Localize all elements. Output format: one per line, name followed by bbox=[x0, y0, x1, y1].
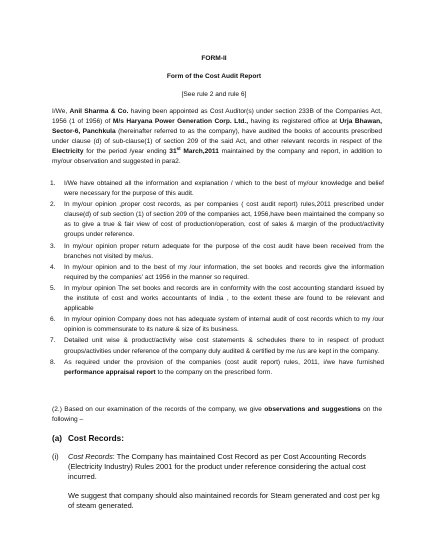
observations-and-suggestions: observations and suggestions bbox=[264, 406, 361, 413]
item-text: In my/our opinion The set books and records are in conformity with the cost accounting standard issued by the institute of cost and works accountants of India , to the extent these are found to be relevant and applicable bbox=[64, 284, 384, 313]
item-text: As required under the provision of the companies (cost audit report) rules, 2011, i/we have furnished bbox=[64, 358, 384, 366]
list-item bbox=[50, 263, 384, 283]
company-name: M/s Haryana Power Generation Corp. Ltd., bbox=[112, 118, 249, 125]
observation-i bbox=[52, 452, 384, 482]
intro-text: (hereinafter referred to as the company), have audited the books of accounts prescribed under clause (d) of sub-clause(1) of section 209 of the said Act, and other relevant records in respect of the bbox=[52, 128, 383, 145]
form-subtitle: Form of the Cost Audit Report bbox=[166, 73, 262, 80]
item-text: In my/our opinion proper return adequate for the purpose of the cost audit have been received from the branches not visited by me/us. bbox=[64, 242, 384, 260]
item-text: Detailed unit wise & product/activity wise cost statements & schedules there to in respect of product groups/activities under reference of the company duly audited & certified by me /us are kept in the company. bbox=[64, 337, 384, 355]
section-a-heading bbox=[52, 434, 124, 443]
period-day: 31 bbox=[169, 148, 177, 155]
item-number: 8. bbox=[50, 358, 56, 366]
list-item bbox=[50, 284, 384, 314]
para-2-text: on the following – bbox=[52, 406, 383, 423]
suggestion-text: We suggest that company should also maintained records for Steam generated and cost per kg of steam generated. bbox=[68, 491, 380, 510]
item-number: 7. bbox=[50, 337, 56, 345]
period-month-year: March,2011 bbox=[180, 148, 219, 155]
item-text: In my/our opinion Company does not has adequate system of internal audit of cost records which to my /our opinion is commensurate to its nature & size of its business. bbox=[64, 316, 384, 334]
intro-text: having its registered office at bbox=[248, 118, 340, 125]
item-number: 2. bbox=[50, 201, 56, 209]
para-2 bbox=[52, 405, 382, 425]
intro-paragraph bbox=[52, 107, 382, 167]
item-number: 3. bbox=[50, 242, 56, 250]
suggestion bbox=[52, 491, 384, 511]
para-2-text: (2.) Based on our examination of the records of the company, we give bbox=[52, 406, 265, 413]
observation-body: : The Company has maintained Cost Record as per Cost Accounting Records (Electricity Industry) Rules 2001 for the product under reference considering the actual cost incurred. bbox=[68, 452, 367, 481]
item-text: to the company on the prescribed form. bbox=[155, 368, 273, 376]
intro-text: I/We, bbox=[52, 108, 70, 115]
intro-text: for the period /year ending bbox=[83, 148, 170, 155]
list-item bbox=[50, 200, 384, 240]
list-item bbox=[50, 179, 384, 199]
performance-appraisal-report: performance appraisal report bbox=[64, 368, 156, 376]
intro-text: maintained by the company and report, in addition to my/our observation and suggested in para2. bbox=[52, 148, 382, 165]
section-a-label: (a) bbox=[52, 434, 63, 443]
item-text: In my/our opinion and to the best of my /our information, the set books and records give the information required by the companies' act 1956 in the manner so required. bbox=[64, 263, 384, 281]
audit-points-list bbox=[50, 179, 384, 379]
item-number: 4. bbox=[50, 263, 56, 271]
item-number: 6. bbox=[50, 316, 56, 324]
observation-text bbox=[52, 452, 384, 482]
list-item bbox=[50, 242, 384, 262]
item-number: 5. bbox=[50, 284, 56, 292]
item-text: I/We have obtained all the information and explanation / which to the best of my/our knowledge and belief were necessary for the purpose of this audit. bbox=[64, 180, 384, 198]
intro-text: having been appointed as Cost Auditor(s) under section 233B of the Companies Act, 1956 (1 of 1956) of bbox=[52, 108, 382, 125]
item-number: 1. bbox=[50, 180, 56, 187]
period-end bbox=[169, 145, 219, 155]
item-text: In my/our opinion ,proper cost records, as per companies ( cost audit report) rules,2011 prescribed under clause(d) of sub section (1) of section 209 of the companies act, 1956,have been maintained the company so as to give a true & fair view of cost of production/operation, cost of sales & margin of the product/activity groups under reference. bbox=[64, 201, 384, 239]
list-item bbox=[50, 315, 384, 335]
period-suffix: st bbox=[176, 145, 181, 151]
form-title: FORM-II bbox=[201, 55, 227, 62]
company-address: Urja Bhawan, Sector-6, Panchkula bbox=[52, 118, 382, 135]
list-item bbox=[50, 358, 384, 378]
auditor-name: Anil Sharma & Co. bbox=[69, 108, 129, 115]
observation-label: (i) bbox=[52, 452, 59, 461]
section-a-title: Cost Records: bbox=[68, 434, 124, 443]
list-item bbox=[50, 336, 384, 356]
observation-term: Cost Records bbox=[68, 452, 113, 461]
rule-reference: [See rule 2 and rule 6] bbox=[181, 91, 247, 98]
product-name: Electricity bbox=[52, 148, 84, 155]
